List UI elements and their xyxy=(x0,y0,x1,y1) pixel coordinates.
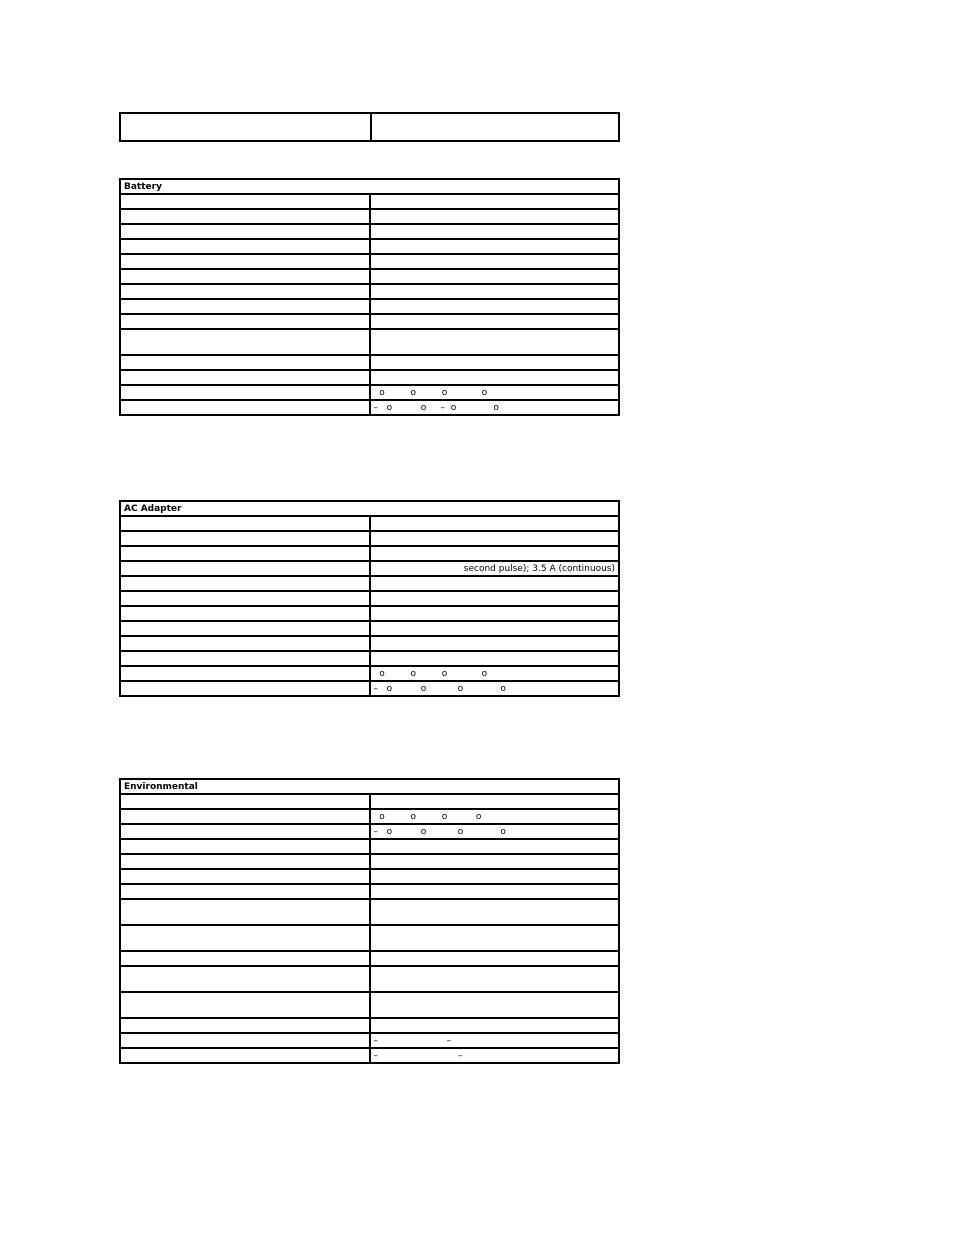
table-row xyxy=(120,239,619,254)
table-row xyxy=(120,576,619,591)
value-cell: o o o o xyxy=(370,385,620,400)
table-row xyxy=(120,254,619,269)
battery-title: Battery xyxy=(120,179,619,194)
label-cell xyxy=(120,839,370,854)
table-row xyxy=(120,869,619,884)
label-cell xyxy=(120,621,370,636)
value-cell xyxy=(370,355,620,370)
label-cell xyxy=(120,314,370,329)
label-cell xyxy=(120,951,370,966)
table-row xyxy=(120,269,619,284)
table-row xyxy=(120,516,619,531)
label-cell xyxy=(120,254,370,269)
table-row xyxy=(120,666,619,681)
table-row xyxy=(120,1048,619,1063)
table-header-row xyxy=(120,179,619,194)
label-cell xyxy=(120,370,370,385)
label-cell xyxy=(120,400,370,415)
value-cell xyxy=(370,224,620,239)
table-row xyxy=(120,809,619,824)
table-row xyxy=(120,1033,619,1048)
table-row xyxy=(120,370,619,385)
table-row xyxy=(120,194,619,209)
table-row xyxy=(120,400,619,415)
table-row xyxy=(120,854,619,869)
value-cell: – o o – o o xyxy=(370,400,620,415)
label-cell xyxy=(120,884,370,899)
table-row xyxy=(120,925,619,951)
table-row xyxy=(120,591,619,606)
environmental-table xyxy=(119,778,620,1064)
table-row xyxy=(120,606,619,621)
value-cell xyxy=(370,254,620,269)
table-row xyxy=(120,531,619,546)
label-cell xyxy=(120,824,370,839)
label-cell xyxy=(120,284,370,299)
value-cell xyxy=(370,1018,620,1033)
label-cell xyxy=(120,355,370,370)
label-cell xyxy=(120,681,370,696)
value-cell xyxy=(370,951,620,966)
label-cell xyxy=(120,854,370,869)
ac-adapter-table xyxy=(119,500,620,697)
value-cell xyxy=(370,854,620,869)
value-cell xyxy=(370,239,620,254)
value-cell: – – xyxy=(370,1033,620,1048)
value-cell xyxy=(370,284,620,299)
battery-table xyxy=(119,178,620,416)
value-cell: – o o o o xyxy=(370,824,620,839)
table-row xyxy=(120,636,619,651)
label-cell xyxy=(120,651,370,666)
table-row xyxy=(120,113,619,141)
label-cell xyxy=(120,899,370,925)
label-cell xyxy=(120,636,370,651)
table-header-row xyxy=(120,779,619,794)
table-row xyxy=(120,355,619,370)
label-cell xyxy=(120,224,370,239)
label-cell xyxy=(120,794,370,809)
label-cell xyxy=(120,576,370,591)
label-cell xyxy=(120,966,370,992)
label-cell xyxy=(120,666,370,681)
table-row xyxy=(120,884,619,899)
label-cell xyxy=(120,1048,370,1063)
value-cell xyxy=(370,869,620,884)
table-row xyxy=(120,314,619,329)
label-cell xyxy=(120,329,370,355)
label-cell xyxy=(120,516,370,531)
table-row xyxy=(120,839,619,854)
table-row xyxy=(120,794,619,809)
value-cell xyxy=(370,839,620,854)
label-cell xyxy=(120,269,370,284)
value-cell xyxy=(370,794,620,809)
value-cell xyxy=(370,884,620,899)
label-cell xyxy=(120,239,370,254)
label-cell xyxy=(120,385,370,400)
label-cell xyxy=(120,606,370,621)
value-cell xyxy=(370,329,620,355)
value-cell xyxy=(370,992,620,1018)
environmental-title: Environmental xyxy=(120,779,619,794)
table-row xyxy=(120,284,619,299)
value-cell xyxy=(370,370,620,385)
table-row xyxy=(120,899,619,925)
table-row xyxy=(120,329,619,355)
table-header-row xyxy=(120,501,619,516)
table-row xyxy=(120,546,619,561)
value-cell xyxy=(370,209,620,224)
table-row xyxy=(120,299,619,314)
value-cell xyxy=(370,636,620,651)
table-row xyxy=(120,992,619,1018)
ac-adapter-title: AC Adapter xyxy=(120,501,619,516)
value-cell: o o o o xyxy=(370,809,620,824)
value-cell xyxy=(370,925,620,951)
label-cell xyxy=(120,925,370,951)
label-cell xyxy=(120,209,370,224)
value-cell xyxy=(370,651,620,666)
label-cell xyxy=(120,531,370,546)
value-cell xyxy=(370,194,620,209)
value-cell xyxy=(370,576,620,591)
table-row xyxy=(120,951,619,966)
value-cell: – o o o o xyxy=(370,681,620,696)
label-cell xyxy=(120,1033,370,1048)
table-row xyxy=(120,621,619,636)
value-cell xyxy=(370,314,620,329)
label-cell xyxy=(120,546,370,561)
label-cell xyxy=(120,299,370,314)
value-cell: – – xyxy=(370,1048,620,1063)
value-cell xyxy=(370,269,620,284)
table-row xyxy=(120,224,619,239)
value-cell xyxy=(370,299,620,314)
label-cell xyxy=(120,869,370,884)
table-row xyxy=(120,681,619,696)
label-cell xyxy=(120,992,370,1018)
table-row xyxy=(120,561,619,576)
label-cell xyxy=(120,194,370,209)
table-row xyxy=(120,1018,619,1033)
value-cell: second pulse); 3.5 A (continuous) xyxy=(370,561,620,576)
table-row xyxy=(120,651,619,666)
table-row xyxy=(120,385,619,400)
value-cell xyxy=(371,113,619,141)
top-table xyxy=(119,112,620,142)
value-cell xyxy=(370,516,620,531)
value-cell xyxy=(370,531,620,546)
label-cell xyxy=(120,113,371,141)
label-cell xyxy=(120,1018,370,1033)
table-row xyxy=(120,966,619,992)
value-cell xyxy=(370,591,620,606)
value-cell xyxy=(370,966,620,992)
value-cell xyxy=(370,621,620,636)
table-row xyxy=(120,209,619,224)
table-row xyxy=(120,824,619,839)
value-cell xyxy=(370,899,620,925)
label-cell xyxy=(120,809,370,824)
value-cell: o o o o xyxy=(370,666,620,681)
value-cell xyxy=(370,546,620,561)
label-cell xyxy=(120,591,370,606)
label-cell xyxy=(120,561,370,576)
value-cell xyxy=(370,606,620,621)
